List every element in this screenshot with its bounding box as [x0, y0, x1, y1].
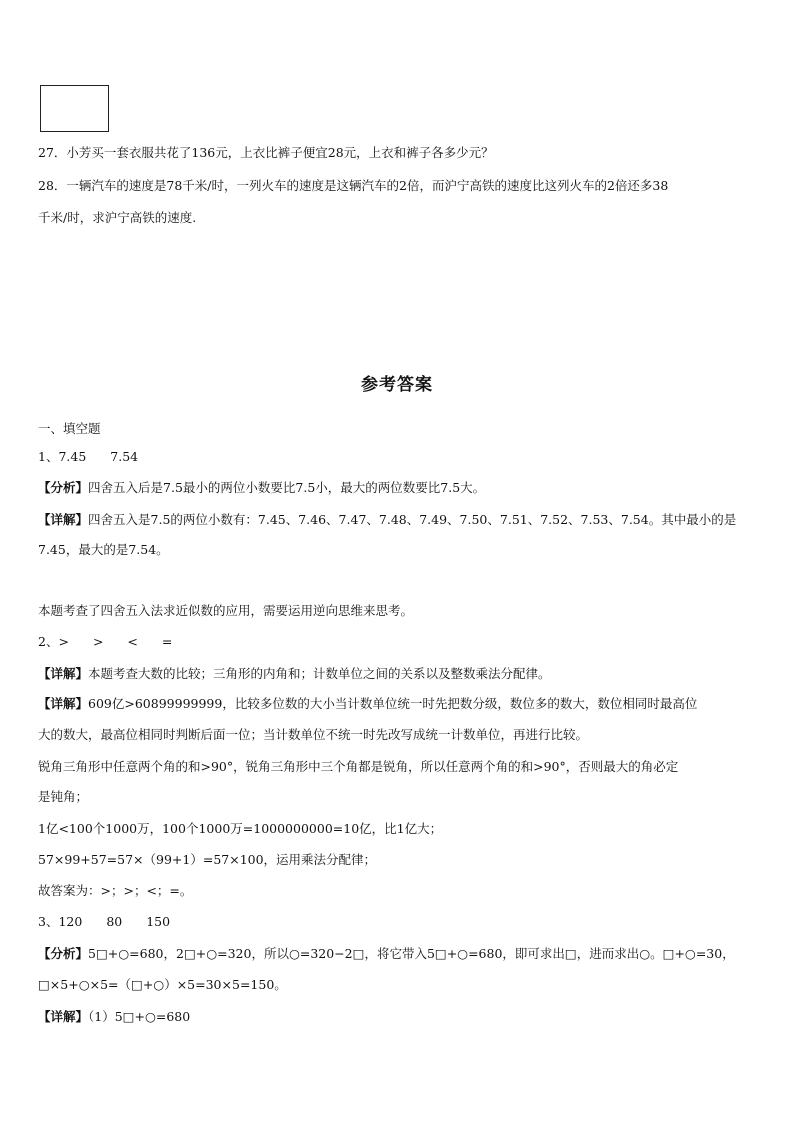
analysis-tag: 【分析】 [38, 946, 89, 961]
answer-1-value2: 7.54 [110, 449, 139, 464]
answer-1-detail-line2: 7.45，最大的是7.54。 [38, 542, 169, 557]
question-27: 27．小芳买一套衣服共花了136元，上衣比裤子便宜28元，上衣和裤子各多少元？ [38, 145, 494, 160]
detail-text: 609亿>60899999999，比较多位数的大小当计数单位统一时先把数分级，数位多的数大，数位相同时最高位 [88, 696, 698, 711]
detail-tag: 【详解】 [38, 696, 89, 711]
section-heading: 一、填空题 [38, 421, 101, 436]
answer-1-note: 本题考查了四舍五入法求近似数的应用，需要运用逆向思维来思考。 [38, 603, 414, 618]
answer-3-values [38, 914, 758, 930]
answer-3-line2: □×5+○×5=（□+○）×5=30×5=150。 [38, 977, 287, 992]
answer-2-line8: 故答案为：>；>；<；=。 [38, 883, 193, 898]
answer-2-line5: 是钝角； [38, 789, 89, 804]
answer-2-values [38, 634, 758, 650]
answer-2-detail1 [38, 666, 758, 682]
question-28-line2: 千米/时，求沪宁高铁的速度. [38, 210, 197, 225]
question-28-line1: 28．一辆汽车的速度是78千米/时，一列火车的速度是这辆汽车的2倍，而沪宁高铁的速度比这列火车的2倍还多38 [38, 178, 669, 193]
answer-1-analysis [38, 480, 758, 496]
analysis-text: 四舍五入后是7.5最小的两位小数要比7.5小，最大的两位数要比7.5大。 [88, 480, 486, 495]
answer-2-line6: 1亿<100个1000万，100个1000万=1000000000=10亿，比1亿大； [38, 821, 443, 836]
answer-2-value1: 2、> [38, 634, 69, 649]
answer-1-values [38, 449, 758, 465]
answers-title: 参考答案 [361, 375, 433, 395]
answer-2-line7: 57×99+57=57×（99+1）=57×100，运用乘法分配律； [38, 852, 377, 867]
answer-2-value4: = [161, 634, 173, 649]
answer-2-value3: < [127, 634, 138, 649]
detail-tag: 【详解】 [38, 1009, 89, 1024]
answer-3-value2: 80 [106, 914, 123, 929]
answer-box [40, 85, 109, 132]
answer-2-detail2 [38, 696, 758, 712]
answer-3-detail [38, 1009, 758, 1025]
detail-text: （1）5□+○=680 [88, 1009, 191, 1024]
detail-text: 本题考查大数的比较；三角形的内角和；计数单位之间的关系以及整数乘法分配律。 [88, 666, 551, 681]
answer-3-value3: 150 [146, 914, 171, 929]
detail-tag: 【详解】 [38, 666, 89, 681]
answer-2-line4: 锐角三角形中任意两个角的和>90°，锐角三角形中三个角都是锐角，所以任意两个角的和>90°，否则最大的角必定 [38, 759, 679, 774]
detail-tag: 【详解】 [38, 512, 89, 527]
answer-2-value2: > [92, 634, 104, 649]
analysis-text: 5□+○=680，2□+○=320，所以○=320−2□，将它带入5□+○=680，即可求出□，进而求出○。□+○=30， [88, 946, 735, 961]
detail-text: 四舍五入是7.5的两位小数有：7.45、7.46、7.47、7.48、7.49、7.50、7.51、7.52、7.53、7.54。其中最小的是 [88, 512, 737, 527]
answer-1-value1: 1、7.45 [38, 449, 87, 464]
answer-1-detail [38, 512, 758, 528]
answer-3-analysis [38, 946, 758, 962]
analysis-tag: 【分析】 [38, 480, 89, 495]
answer-3-value1: 3、120 [38, 914, 83, 929]
answer-2-line3: 大的数大，最高位相同时判断后面一位；当计数单位不统一时先改写成统一计数单位，再进行比较。 [38, 727, 589, 742]
